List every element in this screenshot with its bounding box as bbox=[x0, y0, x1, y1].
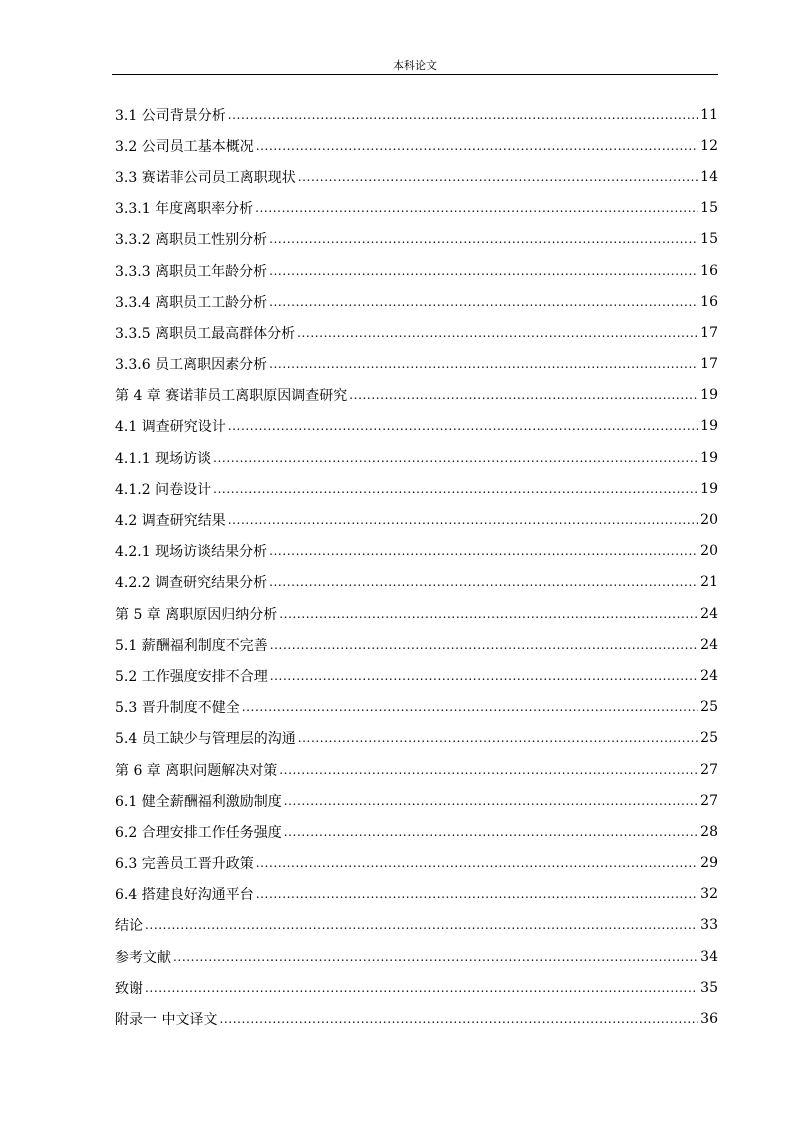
toc-entry-page: 36 bbox=[700, 1011, 718, 1028]
toc-entry-label: 3.3.6 员工离职因素分析 bbox=[115, 357, 268, 374]
toc-entry[interactable] bbox=[115, 286, 718, 317]
toc-entry-label: 致谢 bbox=[115, 980, 143, 997]
toc-entry-label: 4.2.2 调查研究结果分析 bbox=[115, 575, 268, 592]
toc-entry-page: 12 bbox=[700, 137, 718, 154]
toc-entry[interactable] bbox=[115, 442, 718, 473]
toc-dot-leader bbox=[256, 139, 698, 153]
toc-dot-leader bbox=[255, 201, 698, 215]
toc-entry[interactable] bbox=[115, 349, 718, 380]
toc-entry-page: 19 bbox=[700, 449, 718, 466]
toc-entry-label: 3.3.5 离职员工最高群体分析 bbox=[115, 325, 296, 342]
toc-entry-page: 25 bbox=[700, 730, 718, 747]
toc-entry-page: 17 bbox=[700, 356, 718, 373]
toc-entry-page: 20 bbox=[700, 543, 718, 560]
toc-dot-leader bbox=[279, 607, 698, 621]
toc-entry[interactable] bbox=[115, 941, 718, 972]
toc-entry-label: 5.3 晋升制度不健全 bbox=[115, 700, 240, 717]
page-header bbox=[112, 54, 718, 75]
toc-entry-label: 附录一 中文译文 bbox=[115, 1012, 218, 1029]
toc-dot-leader bbox=[298, 170, 698, 184]
toc-entry-label: 3.3.4 离职员工工龄分析 bbox=[115, 294, 268, 311]
toc-entry-label: 6.1 健全薪酬福利激励制度 bbox=[115, 793, 282, 810]
toc-entry-page: 19 bbox=[700, 480, 718, 497]
toc-entry-label: 参考文献 bbox=[115, 949, 171, 966]
toc-entry-page: 25 bbox=[700, 699, 718, 716]
toc-entry-page: 15 bbox=[700, 200, 718, 217]
toc-entry[interactable] bbox=[115, 473, 718, 504]
toc-dot-leader bbox=[270, 669, 698, 683]
toc-entry[interactable] bbox=[115, 692, 718, 723]
toc-entry-label: 第 4 章 赛诺菲员工离职原因调查研究 bbox=[115, 388, 348, 405]
toc-entry-label: 6.4 搭建良好沟通平台 bbox=[115, 887, 254, 904]
toc-entry[interactable] bbox=[115, 536, 718, 567]
toc-dot-leader bbox=[269, 264, 698, 278]
toc-entry-page: 28 bbox=[700, 823, 718, 840]
toc-entry-label: 第 6 章 离职问题解决对策 bbox=[115, 762, 278, 779]
toc-entry-page: 16 bbox=[700, 293, 718, 310]
toc-dot-leader bbox=[269, 575, 698, 589]
toc-dot-leader bbox=[269, 295, 698, 309]
toc-dot-leader bbox=[298, 731, 698, 745]
toc-entry[interactable] bbox=[115, 629, 718, 660]
toc-dot-leader bbox=[269, 544, 698, 558]
toc-entry-page: 32 bbox=[700, 886, 718, 903]
toc-dot-leader bbox=[213, 482, 698, 496]
toc-dot-leader bbox=[173, 950, 698, 964]
toc-entry-page: 20 bbox=[700, 512, 718, 529]
toc-entry-page: 27 bbox=[700, 792, 718, 809]
toc-dot-leader bbox=[228, 108, 698, 122]
toc-entry[interactable] bbox=[115, 879, 718, 910]
toc-entry[interactable] bbox=[115, 910, 718, 941]
toc-entry[interactable] bbox=[115, 99, 718, 130]
toc-entry[interactable] bbox=[115, 567, 718, 598]
toc-entry-label: 6.2 合理安排工作任务强度 bbox=[115, 824, 282, 841]
toc-dot-leader bbox=[269, 357, 698, 371]
toc-dot-leader bbox=[279, 763, 698, 777]
toc-entry[interactable] bbox=[115, 660, 718, 691]
toc-dot-leader bbox=[219, 1012, 698, 1026]
toc-dot-leader bbox=[256, 887, 698, 901]
toc-entry-label: 5.2 工作强度安排不合理 bbox=[115, 668, 268, 685]
toc-entry-label: 4.1 调查研究设计 bbox=[115, 419, 226, 436]
toc-entry-page: 21 bbox=[700, 574, 718, 591]
toc-dot-leader bbox=[349, 388, 698, 402]
toc-entry-label: 第 5 章 离职原因归纳分析 bbox=[115, 606, 278, 623]
toc-dot-leader bbox=[242, 700, 698, 714]
toc-entry-label: 4.2.1 现场访谈结果分析 bbox=[115, 544, 268, 561]
toc-entry[interactable] bbox=[115, 723, 718, 754]
toc-entry[interactable] bbox=[115, 785, 718, 816]
toc-entry-page: 19 bbox=[700, 387, 718, 404]
toc-dot-leader bbox=[228, 513, 698, 527]
toc-entry-label: 3.3 赛诺菲公司员工离职现状 bbox=[115, 169, 296, 186]
toc-entry-label: 5.1 薪酬福利制度不完善 bbox=[115, 637, 268, 654]
toc-entry-label: 4.1.2 问卷设计 bbox=[115, 481, 212, 498]
toc-entry[interactable] bbox=[115, 380, 718, 411]
toc-entry-label: 3.1 公司背景分析 bbox=[115, 107, 226, 124]
toc-entry-page: 17 bbox=[700, 324, 718, 341]
toc-entry-page: 33 bbox=[700, 917, 718, 934]
toc-entry[interactable] bbox=[115, 598, 718, 629]
toc-entry[interactable] bbox=[115, 754, 718, 785]
toc-entry[interactable] bbox=[115, 130, 718, 161]
toc-dot-leader bbox=[269, 232, 698, 246]
toc-entry[interactable] bbox=[115, 161, 718, 192]
toc-entry-label: 3.3.3 离职员工年龄分析 bbox=[115, 263, 268, 280]
toc-dot-leader bbox=[228, 419, 698, 433]
toc-entry-label: 3.3.1 年度离职率分析 bbox=[115, 201, 254, 218]
toc-entry-page: 24 bbox=[700, 636, 718, 653]
toc-entry[interactable] bbox=[115, 224, 718, 255]
toc-dot-leader bbox=[284, 794, 698, 808]
toc-dot-leader bbox=[284, 825, 698, 839]
toc-entry-page: 14 bbox=[700, 168, 718, 185]
toc-entry-page: 24 bbox=[700, 605, 718, 622]
toc-dot-leader bbox=[270, 638, 698, 652]
toc-dot-leader bbox=[256, 856, 698, 870]
toc-entry-page: 29 bbox=[700, 855, 718, 872]
toc-entry-page: 11 bbox=[700, 106, 718, 123]
toc-entry-label: 4.1.1 现场访谈 bbox=[115, 450, 212, 467]
toc-entry[interactable] bbox=[115, 972, 718, 1003]
toc-entry-page: 27 bbox=[700, 761, 718, 778]
toc-entry-page: 24 bbox=[700, 667, 718, 684]
toc-entry[interactable] bbox=[115, 255, 718, 286]
toc-entry-page: 35 bbox=[700, 979, 718, 996]
toc-entry[interactable] bbox=[115, 317, 718, 348]
toc-entry[interactable] bbox=[115, 816, 718, 847]
toc-dot-leader bbox=[297, 326, 698, 340]
toc-entry-page: 15 bbox=[700, 231, 718, 248]
toc-entry-page: 16 bbox=[700, 262, 718, 279]
toc-entry-label: 3.3.2 离职员工性别分析 bbox=[115, 232, 268, 249]
toc-entry-label: 5.4 员工缺少与管理层的沟通 bbox=[115, 731, 296, 748]
toc-entry-label: 3.2 公司员工基本概况 bbox=[115, 138, 254, 155]
toc-entry[interactable] bbox=[115, 193, 718, 224]
toc-entry-label: 6.3 完善员工晋升政策 bbox=[115, 856, 254, 873]
toc-dot-leader bbox=[145, 918, 698, 932]
toc-entry-label: 结论 bbox=[115, 918, 143, 935]
toc-dot-leader bbox=[213, 451, 698, 465]
header-title: 本科论文 bbox=[393, 59, 437, 72]
table-of-contents bbox=[115, 99, 718, 1035]
toc-entry[interactable] bbox=[115, 848, 718, 879]
toc-entry[interactable] bbox=[115, 504, 718, 535]
toc-entry[interactable] bbox=[115, 411, 718, 442]
toc-entry[interactable] bbox=[115, 1003, 718, 1034]
toc-entry-label: 4.2 调查研究结果 bbox=[115, 513, 226, 530]
toc-dot-leader bbox=[145, 981, 698, 995]
toc-entry-page: 34 bbox=[700, 948, 718, 965]
toc-entry-page: 19 bbox=[700, 418, 718, 435]
